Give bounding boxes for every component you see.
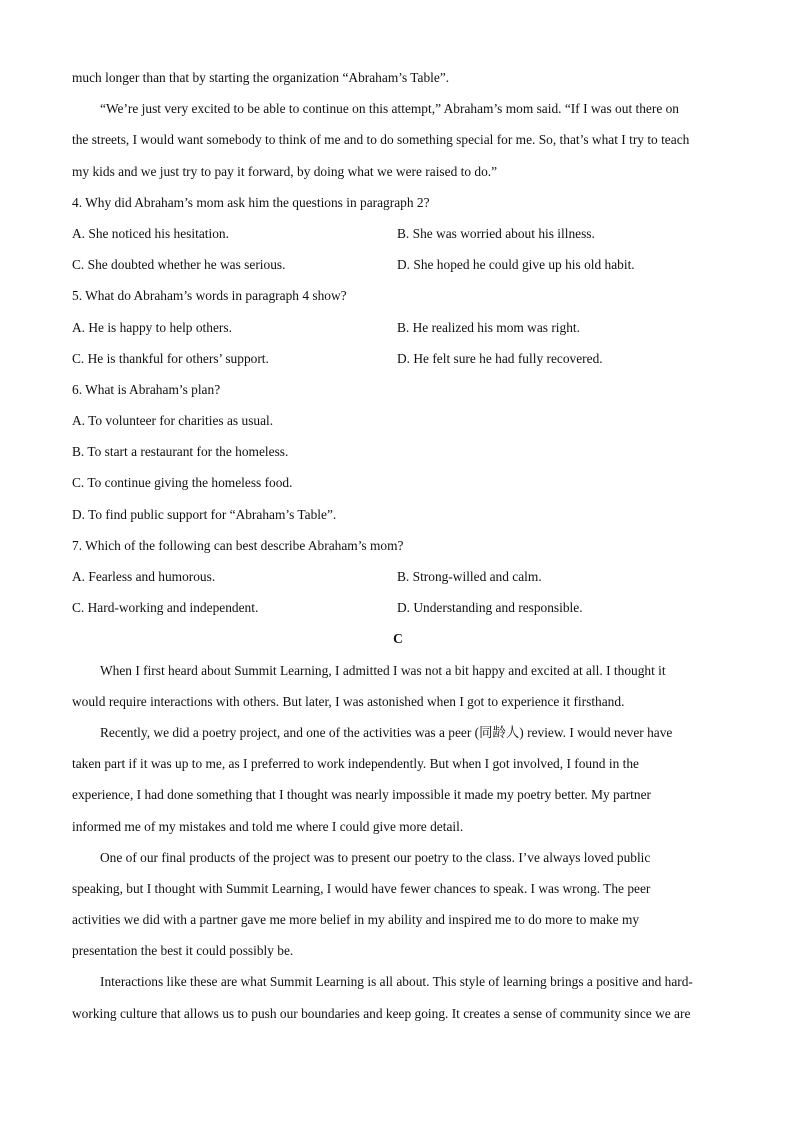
passage-line: speaking, but I thought with Summit Learning, I would have fewer chances to speak. I was wrong. The peer (72, 880, 651, 896)
option-a: A. He is happy to help others. (72, 319, 232, 335)
passage-line: would require interactions with others. But later, I was astonished when I got to experience it firsthand. (72, 693, 625, 709)
option-row (72, 312, 724, 343)
passage-line: One of our final products of the project was to present our poetry to the class. I’ve always loved public (100, 849, 651, 865)
section-heading: C (393, 631, 403, 647)
option-b: B. He realized his mom was right. (397, 319, 580, 335)
passage-line: “We’re just very excited to be able to continue on this attempt,” Abraham’s mom said. “If I was out there on (100, 101, 680, 117)
option-b: B. She was worried about his illness. (397, 225, 595, 241)
passage-line: When I first heard about Summit Learning, I admitted I was not a bit happy and excited at all. I thought it (100, 662, 666, 678)
option-d: D. He felt sure he had fully recovered. (397, 350, 603, 366)
option-row (72, 561, 724, 592)
passage-line: experience, I had done something that I thought was nearly impossible it made my poetry better. My partner (72, 787, 651, 803)
passage-line: taken part if it was up to me, as I preferred to work independently. But when I got involved, I found in the (72, 756, 639, 772)
option-row (72, 218, 724, 249)
passage-line: informed me of my mistakes and told me where I could give more detail. (72, 818, 464, 834)
passage-line: Recently, we did a poetry project, and one of the activities was a peer (同龄人) review. I would never have (100, 724, 673, 740)
option-c: C. Hard-working and independent. (72, 600, 259, 616)
option-row (72, 249, 724, 280)
option-row (72, 592, 724, 623)
question-stem: 7. Which of the following can best describe Abraham’s mom? (72, 537, 404, 553)
document-page (72, 62, 724, 1029)
passage-line: Interactions like these are what Summit Learning is all about. This style of learning brings a positive and hard- (100, 974, 693, 990)
option-b: B. To start a restaurant for the homeless. (72, 444, 289, 460)
question-stem: 6. What is Abraham’s plan? (72, 381, 221, 397)
option-b: B. Strong-willed and calm. (397, 569, 542, 584)
option-d: D. To find public support for “Abraham’s Table”. (72, 506, 337, 522)
option-c: C. She doubted whether he was serious. (72, 257, 286, 273)
passage-line: much longer than that by starting the organization “Abraham’s Table”. (72, 70, 450, 85)
option-d: D. She hoped he could give up his old habit. (397, 257, 635, 273)
option-a: A. She noticed his hesitation. (72, 225, 229, 241)
option-c: C. To continue giving the homeless food. (72, 475, 293, 491)
passage-line: the streets, I would want somebody to think of me and to do something special for me. So, that’s what I try to teach (72, 132, 690, 148)
passage-line: activities we did with a partner gave me more belief in my ability and inspired me to do more to make my (72, 912, 640, 928)
option-a: A. Fearless and humorous. (72, 569, 216, 584)
question-stem: 4. Why did Abraham’s mom ask him the questions in paragraph 2? (72, 194, 430, 210)
option-row (72, 343, 724, 374)
passage-line: working culture that allows us to push our boundaries and keep going. It creates a sense of community since we are (72, 1005, 691, 1021)
question-stem: 5. What do Abraham’s words in paragraph 4 show? (72, 288, 347, 304)
option-a: A. To volunteer for charities as usual. (72, 413, 274, 429)
option-c: C. He is thankful for others’ support. (72, 350, 269, 366)
passage-line: presentation the best it could possibly be. (72, 943, 294, 959)
option-d: D. Understanding and responsible. (397, 600, 583, 616)
passage-line: my kids and we just try to pay it forward, by doing what we were raised to do.” (72, 163, 498, 179)
